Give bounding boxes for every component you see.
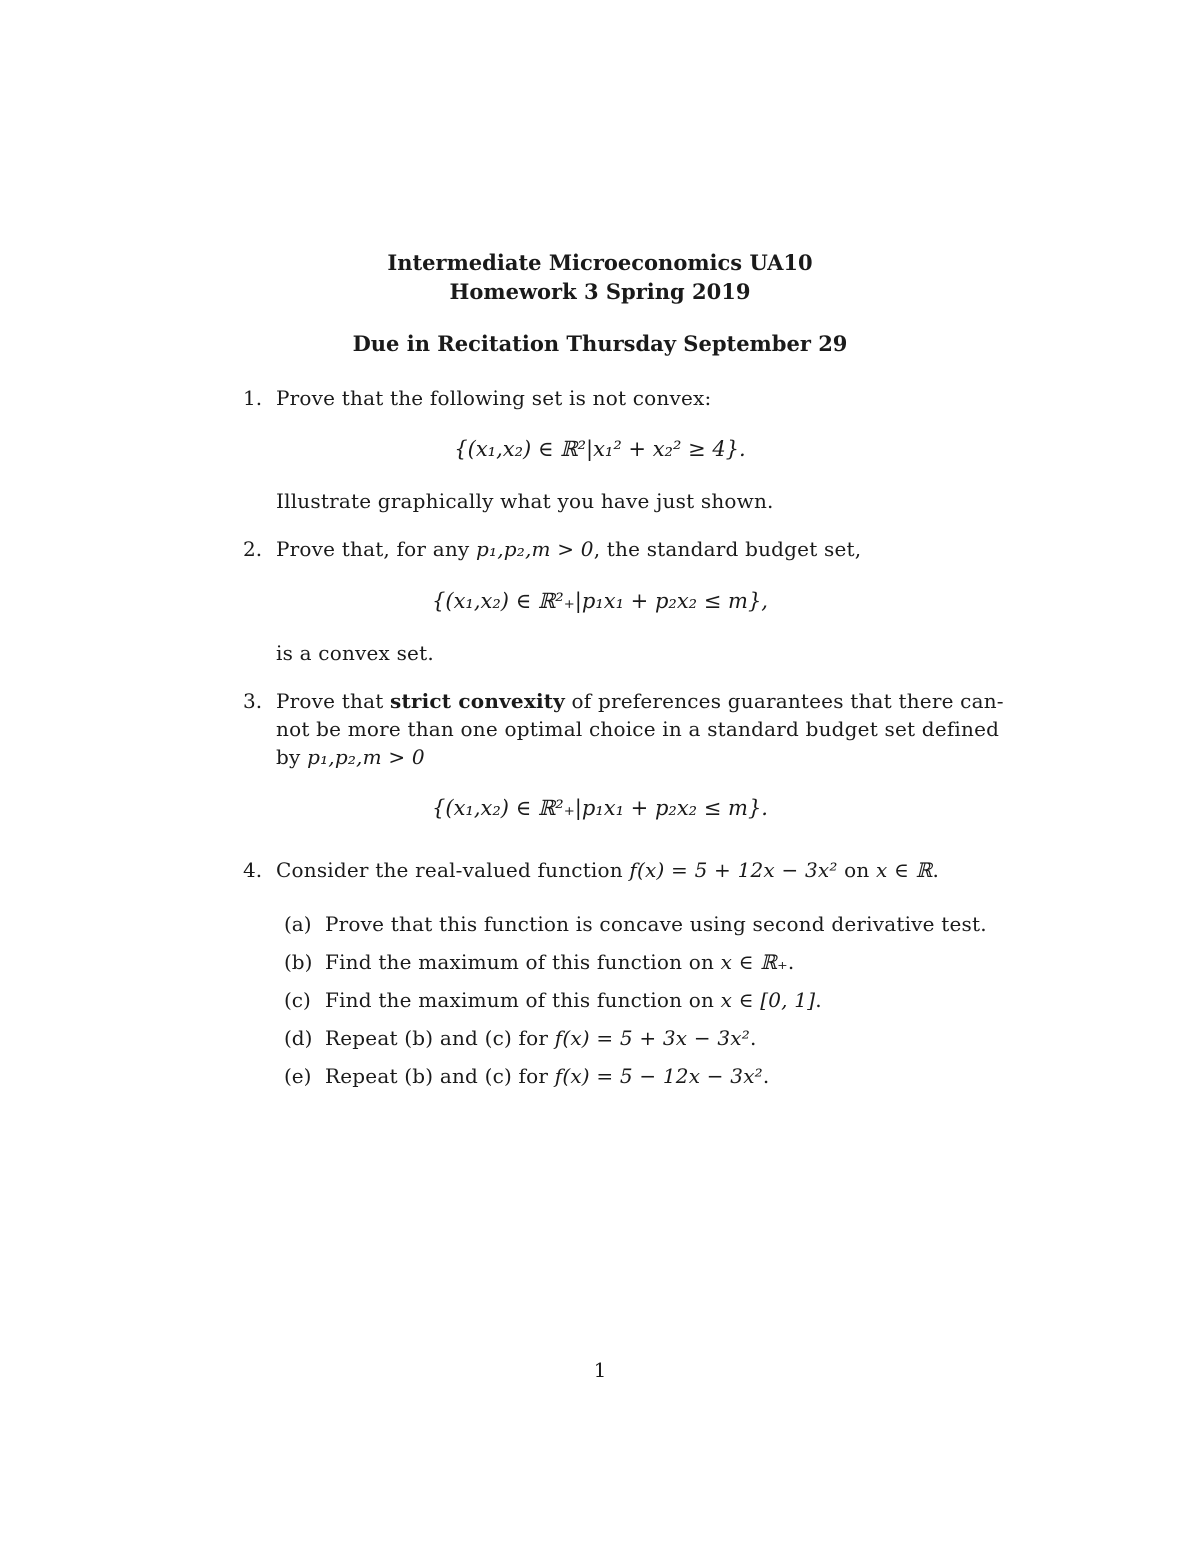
course-title: Intermediate Microeconomics UA10 [387,250,813,275]
problem-2-math: p₁,p₂,m > 0 [475,537,594,561]
problem-2-conclusion: is a convex set. [276,641,434,665]
part-e-text [325,1064,769,1088]
problem-4-text-mid: on [837,858,877,882]
part-c-text-post: . [815,988,822,1012]
due-date: Due in Recitation Thursday September 29 [352,331,848,356]
problem-4-domain: x ∈ ℝ [876,858,933,882]
problem-4-text-post: . [932,858,940,882]
part-e-math: f(x) = 5 − 12x − 3x² [554,1064,763,1088]
problem-3-math: p₁,p₂,m > 0 [307,745,425,769]
problem-3-text-post: of preferences guarantees that there can- [565,689,1004,713]
problem-4-text-pre: Consider the real-valued function [276,858,630,882]
problem-3-text-line1 [276,689,1004,713]
problem-3-text-line2: not be more than one optimal choice in a standard budget set defined [276,717,1000,741]
part-d-text [325,1026,757,1050]
part-b-label: (b) [284,950,313,974]
part-b-text-post: . [787,950,795,974]
problem-1-number: 1. [243,386,263,410]
homework-title: Homework 3 Spring 2019 [449,279,751,304]
part-b-text [325,950,794,974]
part-a-text: Prove that this function is concave using second derivative test. [325,912,987,936]
problem-2-text-pre: Prove that, for any [276,537,476,561]
problem-2-formula: {(x₁,x₂) ∈ ℝ²₊|p₁x₁ + p₂x₂ ≤ m}, [432,589,768,613]
part-c-text-pre: Find the maximum of this function on [325,988,721,1012]
part-e-label: (e) [284,1064,312,1088]
problem-1-text: Prove that the following set is not convex: [276,386,712,410]
part-a-label: (a) [284,912,312,936]
part-c-math: x ∈ [0, 1] [720,988,816,1012]
problem-3-line3-pre: by [276,745,308,769]
problem-4-text [276,858,939,882]
problem-4-number: 4. [243,858,263,882]
part-d-text-pre: Repeat (b) and (c) for [325,1026,555,1050]
problem-2-number: 2. [243,537,263,561]
part-c-text [325,988,822,1012]
problem-1-formula: {(x₁,x₂) ∈ ℝ²|x₁² + x₂² ≥ 4}. [454,437,746,461]
part-e-text-pre: Repeat (b) and (c) for [325,1064,555,1088]
page-number: 1 [593,1358,607,1382]
problem-3-text-line3 [276,745,425,769]
part-e-text-post: . [762,1064,770,1088]
problem-2-text-post: , the standard budget set, [593,537,862,561]
problem-4-function: f(x) = 5 + 12x − 3x² [629,858,838,882]
part-c-label: (c) [284,988,311,1012]
problem-3-keyword: strict convexity [390,689,565,713]
problem-3-formula: {(x₁,x₂) ∈ ℝ²₊|p₁x₁ + p₂x₂ ≤ m}. [432,796,768,820]
problem-3-number: 3. [243,689,263,713]
part-b-math: x ∈ ℝ₊ [720,950,788,974]
problem-1-instruction: Illustrate graphically what you have just shown. [276,489,774,513]
problem-2-text [276,537,861,561]
part-d-math: f(x) = 5 + 3x − 3x² [554,1026,750,1050]
part-d-text-post: . [749,1026,757,1050]
problem-3-text-pre: Prove that [276,689,390,713]
part-d-label: (d) [284,1026,313,1050]
part-b-text-pre: Find the maximum of this function on [325,950,721,974]
